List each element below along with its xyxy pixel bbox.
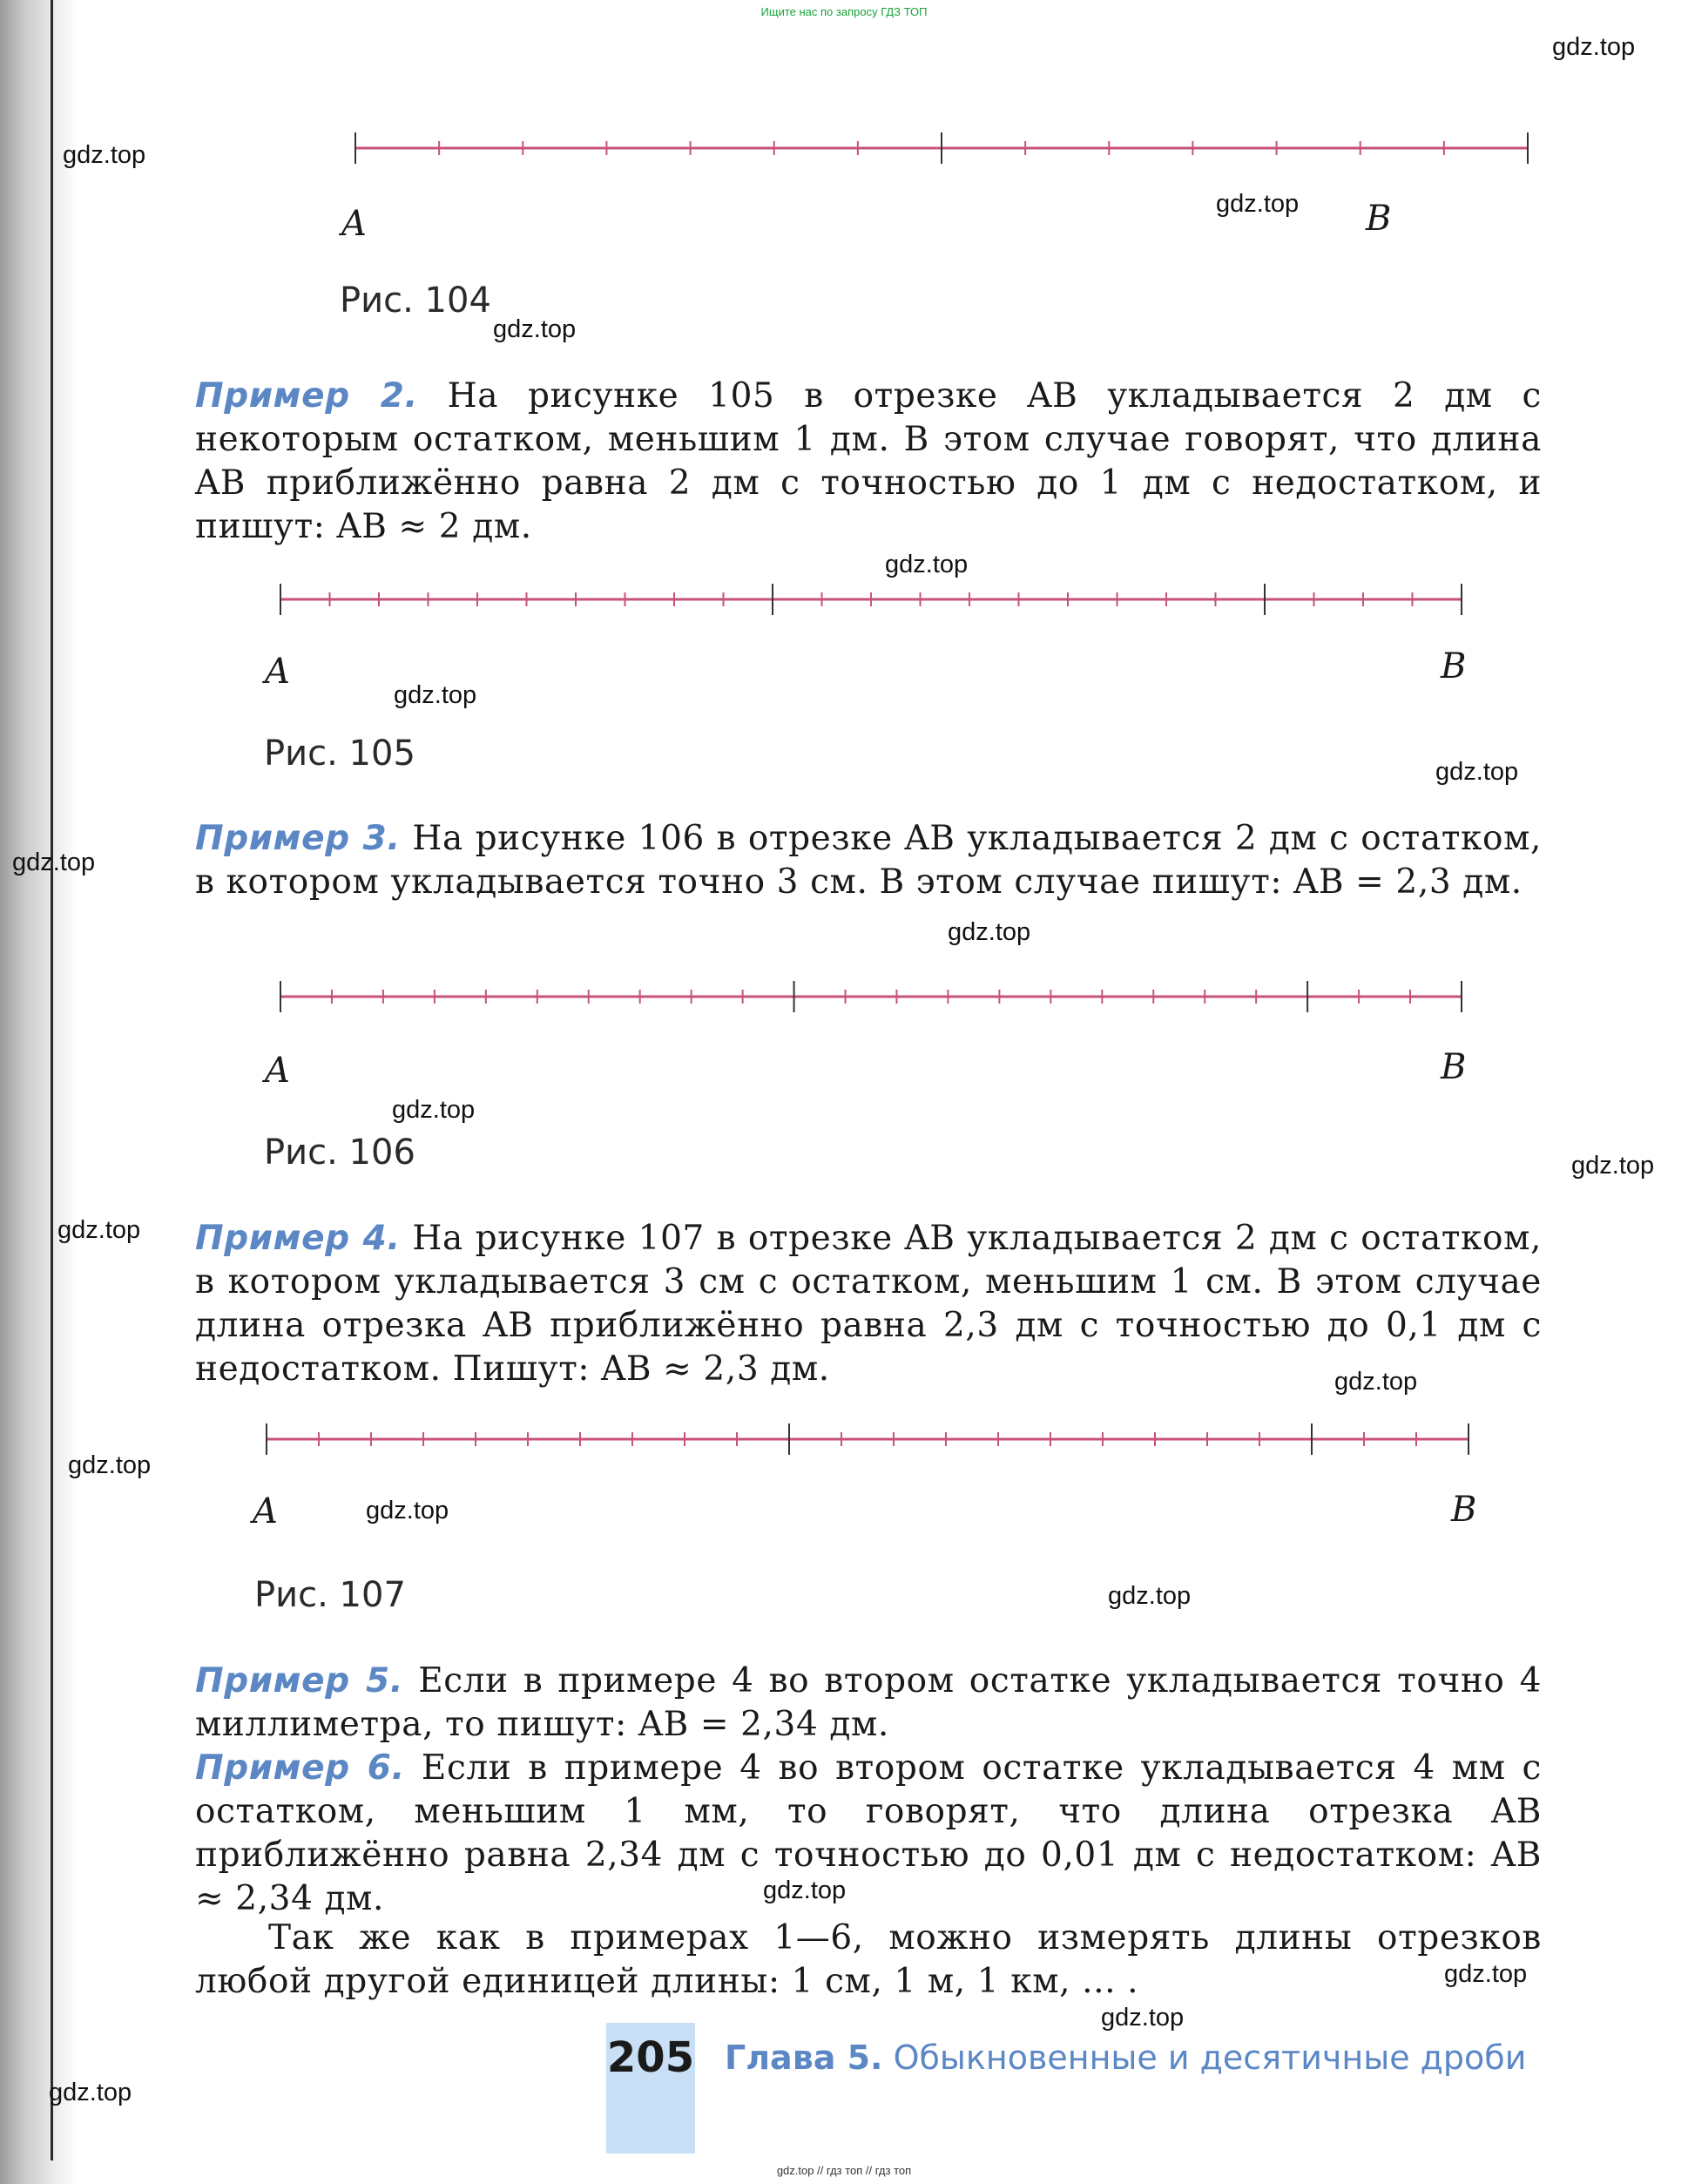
watermark: gdz.top [392, 1096, 476, 1124]
watermark: gdz.top [394, 681, 477, 709]
watermark: gdz.top [1108, 1582, 1192, 1610]
fig106-segment [280, 979, 1462, 1014]
fig105-point-a: A [265, 652, 290, 692]
chapter-name: Обыкновенные и десятичные дроби [882, 2039, 1527, 2077]
chapter-label: Глава 5. [725, 2039, 883, 2077]
fig104-point-a: A [341, 204, 367, 244]
example-3-label: Пример 3. [195, 819, 401, 858]
fig107-caption: Рис. 107 [254, 1575, 406, 1615]
watermark: gdz.top [1216, 190, 1300, 218]
watermark: gdz.top [1435, 758, 1519, 786]
fig105-caption: Рис. 105 [264, 734, 415, 774]
example-6-paragraph [195, 1747, 1542, 1921]
example-3-paragraph [195, 817, 1542, 904]
closing-paragraph: Так же как в примерах 1—6, можно измерять длины отрезков любой другой единицей длины: 1 см, 1 м, 1 км, ... . [195, 1918, 1542, 2001]
watermark: gdz.top [1444, 1960, 1528, 1988]
fig104-point-b: B [1366, 199, 1392, 239]
book-spine-edge [51, 0, 53, 2160]
fig105-point-b: B [1441, 646, 1467, 686]
example-2-label: Пример 2. [195, 376, 418, 416]
example-4-label: Пример 4. [195, 1219, 401, 1258]
fig104-segment [355, 131, 1528, 166]
fig107-segment [267, 1422, 1469, 1457]
watermark: gdz.top [1334, 1368, 1418, 1396]
example-4-text: На рисунке 107 в отрезке AB укладывается 2 дм с остатком, в котором укладывается 3 см с остатком, меньшим 1 см. В этом случае длина отрезка AB приближённо равна 2,3 дм с точностью до 0,1 дм с недостатком. Пишут: AB ≈ 2,3 дм. [195, 1219, 1542, 1389]
example-5-paragraph [195, 1660, 1542, 1747]
fig106-caption: Рис. 106 [264, 1133, 415, 1173]
example-4-paragraph [195, 1217, 1542, 1391]
fig107-point-b: B [1451, 1490, 1477, 1530]
example-2-paragraph [195, 375, 1542, 549]
example-6-label: Пример 6. [195, 1748, 405, 1788]
watermark: gdz.top [63, 141, 146, 169]
fig106-point-b: B [1441, 1047, 1467, 1087]
watermark: gdz.top [12, 849, 96, 876]
watermark: gdz.top [49, 2079, 132, 2106]
watermark: gdz.top [57, 1216, 141, 1244]
example-5-label: Пример 5. [195, 1661, 404, 1701]
fig106-point-a: A [265, 1051, 290, 1091]
watermark: gdz.top [493, 315, 577, 343]
bottom-note: gdz.top // гдз топ // гдз топ [776, 2164, 912, 2177]
watermark: gdz.top [885, 551, 969, 578]
page-number: 205 [606, 2033, 695, 2082]
example-5-text: Если в примере 4 во втором остатке укладывается точно 4 миллиметра, то пишут: AB = 2,34 дм. [195, 1661, 1542, 1744]
top-note: Ищите нас по запросу ГДЗ ТОП [760, 5, 928, 18]
fig107-point-a: A [253, 1491, 278, 1532]
watermark: gdz.top [948, 918, 1031, 946]
example-3-text: На рисунке 106 в отрезке AB укладывается 2 дм с остатком, в котором укладывается точно 3 см. В этом случае пишут: AB = 2,3 дм. [195, 819, 1542, 902]
book-spine-shadow [0, 0, 78, 2184]
watermark: gdz.top [763, 1876, 847, 1904]
chapter-title [725, 2039, 1526, 2077]
fig104-caption: Рис. 104 [340, 281, 491, 321]
fig105-segment [280, 582, 1462, 617]
watermark: gdz.top [1571, 1152, 1655, 1180]
watermark: gdz.top [1552, 33, 1636, 61]
watermark: gdz.top [1101, 2004, 1185, 2032]
example-6-text: Если в примере 4 во втором остатке укладывается 4 мм с остатком, меньшим 1 мм, то говорят, что длина отрезка AB приближённо равна 2,34 дм с точностью до 0,01 дм с недостатком: AB ≈ 2,34 дм. [195, 1748, 1542, 1918]
example-2-text: На рисунке 105 в отрезке AB укладывается 2 дм с некоторым остатком, меньшим 1 дм. В этом случае говорят, что длина AB приближённо равна 2 дм с точностью до 1 дм с недостатком, и пишут: AB ≈ 2 дм. [195, 376, 1542, 546]
watermark: gdz.top [68, 1451, 152, 1479]
watermark: gdz.top [366, 1497, 449, 1525]
